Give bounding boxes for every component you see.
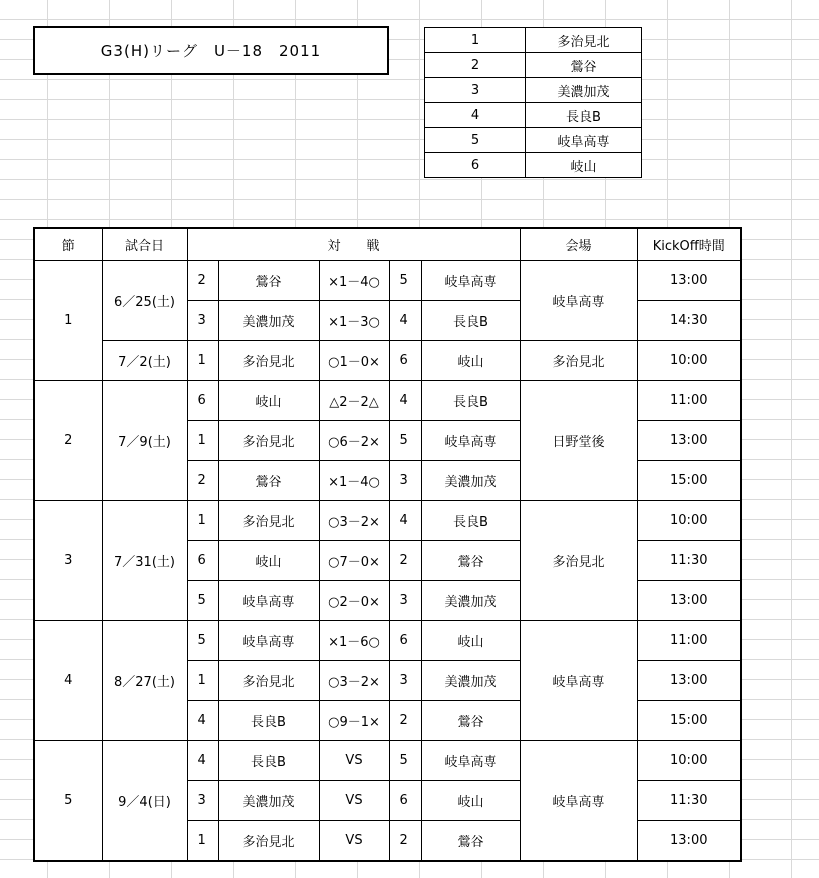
away-team-number: 6	[389, 781, 421, 821]
match-date: 6／25(土)	[102, 261, 187, 341]
match-score: ○6－2×	[319, 421, 389, 461]
venue: 日野堂後	[520, 381, 637, 501]
venue: 多治見北	[520, 501, 637, 621]
kickoff-time: 15:00	[637, 701, 741, 741]
home-team-number: 3	[187, 781, 218, 821]
home-team-number: 6	[187, 541, 218, 581]
header-date: 試合日	[102, 228, 187, 261]
away-team-number: 2	[389, 701, 421, 741]
round-number: 5	[34, 741, 102, 862]
match-row	[34, 261, 741, 301]
home-team-name: 多治見北	[218, 421, 319, 461]
away-team-name: 鶯谷	[421, 541, 520, 581]
team-name: 岐山	[526, 153, 642, 178]
away-team-number: 3	[389, 661, 421, 701]
home-team-name: 美濃加茂	[218, 301, 319, 341]
team-list-table	[424, 27, 642, 178]
away-team-number: 6	[389, 621, 421, 661]
match-date: 7／9(土)	[102, 381, 187, 501]
team-number: 6	[425, 153, 526, 178]
away-team-number: 5	[389, 261, 421, 301]
team-row	[425, 153, 642, 178]
home-team-number: 5	[187, 581, 218, 621]
home-team-name: 多治見北	[218, 821, 319, 862]
kickoff-time: 13:00	[637, 821, 741, 862]
team-list-body	[425, 28, 642, 178]
match-score: ○7－0×	[319, 541, 389, 581]
home-team-name: 長良B	[218, 701, 319, 741]
match-date: 7／2(土)	[102, 341, 187, 381]
team-name: 美濃加茂	[526, 78, 642, 103]
schedule-body	[34, 261, 741, 862]
away-team-number: 5	[389, 421, 421, 461]
home-team-number: 1	[187, 421, 218, 461]
away-team-name: 美濃加茂	[421, 661, 520, 701]
away-team-number: 3	[389, 461, 421, 501]
kickoff-time: 14:30	[637, 301, 741, 341]
match-score: ×1－4○	[319, 461, 389, 501]
match-row	[34, 341, 741, 381]
match-date: 9／4(日)	[102, 741, 187, 862]
team-name: 長良B	[526, 103, 642, 128]
away-team-name: 美濃加茂	[421, 461, 520, 501]
home-team-number: 6	[187, 381, 218, 421]
home-team-number: 4	[187, 701, 218, 741]
home-team-number: 5	[187, 621, 218, 661]
team-number: 5	[425, 128, 526, 153]
home-team-number: 2	[187, 461, 218, 501]
match-score: ○3－2×	[319, 501, 389, 541]
away-team-name: 岐山	[421, 621, 520, 661]
schedule-header-row	[34, 228, 741, 261]
round-number: 4	[34, 621, 102, 741]
header-kickoff: KickOff時間	[637, 228, 741, 261]
match-score: ○2－0×	[319, 581, 389, 621]
match-row	[34, 381, 741, 421]
kickoff-time: 13:00	[637, 661, 741, 701]
kickoff-time: 11:30	[637, 541, 741, 581]
away-team-number: 6	[389, 341, 421, 381]
league-title: G3(H)リーグ U－18 2011	[33, 26, 389, 75]
team-row	[425, 128, 642, 153]
away-team-name: 鶯谷	[421, 701, 520, 741]
home-team-number: 1	[187, 661, 218, 701]
team-number: 2	[425, 53, 526, 78]
match-date: 8／27(土)	[102, 621, 187, 741]
round-number: 2	[34, 381, 102, 501]
team-number: 4	[425, 103, 526, 128]
kickoff-time: 10:00	[637, 501, 741, 541]
away-team-number: 2	[389, 821, 421, 862]
away-team-number: 4	[389, 501, 421, 541]
header-venue: 会場	[520, 228, 637, 261]
team-number: 3	[425, 78, 526, 103]
home-team-name: 岐山	[218, 541, 319, 581]
home-team-name: 多治見北	[218, 341, 319, 381]
round-number: 1	[34, 261, 102, 381]
home-team-name: 岐阜高専	[218, 621, 319, 661]
match-row	[34, 501, 741, 541]
team-name: 岐阜高専	[526, 128, 642, 153]
away-team-number: 4	[389, 301, 421, 341]
home-team-name: 美濃加茂	[218, 781, 319, 821]
away-team-name: 岐山	[421, 781, 520, 821]
match-row	[34, 621, 741, 661]
match-score: ×1－4○	[319, 261, 389, 301]
match-score: VS	[319, 741, 389, 781]
match-score: VS	[319, 781, 389, 821]
round-number: 3	[34, 501, 102, 621]
match-score: ×1－6○	[319, 621, 389, 661]
kickoff-time: 15:00	[637, 461, 741, 501]
kickoff-time: 11:30	[637, 781, 741, 821]
match-score: △2－2△	[319, 381, 389, 421]
home-team-number: 4	[187, 741, 218, 781]
away-team-number: 2	[389, 541, 421, 581]
team-name: 多治見北	[526, 28, 642, 53]
match-score: ×1－3○	[319, 301, 389, 341]
kickoff-time: 13:00	[637, 261, 741, 301]
away-team-name: 鶯谷	[421, 821, 520, 862]
team-row	[425, 78, 642, 103]
venue: 岐阜高専	[520, 741, 637, 862]
team-row	[425, 103, 642, 128]
kickoff-time: 13:00	[637, 581, 741, 621]
away-team-name: 美濃加茂	[421, 581, 520, 621]
home-team-number: 3	[187, 301, 218, 341]
match-date: 7／31(土)	[102, 501, 187, 621]
away-team-name: 長良B	[421, 301, 520, 341]
kickoff-time: 13:00	[637, 421, 741, 461]
home-team-name: 岐山	[218, 381, 319, 421]
header-match: 対 戦	[187, 228, 520, 261]
team-row	[425, 28, 642, 53]
home-team-number: 1	[187, 501, 218, 541]
header-round: 節	[34, 228, 102, 261]
home-team-number: 2	[187, 261, 218, 301]
away-team-number: 3	[389, 581, 421, 621]
match-score: ○9－1×	[319, 701, 389, 741]
away-team-number: 4	[389, 381, 421, 421]
away-team-name: 岐阜高専	[421, 741, 520, 781]
team-row	[425, 53, 642, 78]
match-row	[34, 741, 741, 781]
home-team-name: 長良B	[218, 741, 319, 781]
venue: 岐阜高専	[520, 621, 637, 741]
home-team-name: 鶯谷	[218, 461, 319, 501]
away-team-name: 長良B	[421, 381, 520, 421]
match-score: ○1－0×	[319, 341, 389, 381]
away-team-name: 岐阜高専	[421, 261, 520, 301]
kickoff-time: 11:00	[637, 381, 741, 421]
match-score: ○3－2×	[319, 661, 389, 701]
home-team-number: 1	[187, 821, 218, 862]
home-team-number: 1	[187, 341, 218, 381]
team-number: 1	[425, 28, 526, 53]
match-score: VS	[319, 821, 389, 862]
schedule-table	[33, 227, 742, 862]
away-team-number: 5	[389, 741, 421, 781]
kickoff-time: 11:00	[637, 621, 741, 661]
venue: 多治見北	[520, 341, 637, 381]
kickoff-time: 10:00	[637, 741, 741, 781]
home-team-name: 鶯谷	[218, 261, 319, 301]
kickoff-time: 10:00	[637, 341, 741, 381]
away-team-name: 岐阜高専	[421, 421, 520, 461]
home-team-name: 多治見北	[218, 661, 319, 701]
away-team-name: 長良B	[421, 501, 520, 541]
home-team-name: 多治見北	[218, 501, 319, 541]
away-team-name: 岐山	[421, 341, 520, 381]
venue: 岐阜高専	[520, 261, 637, 341]
home-team-name: 岐阜高専	[218, 581, 319, 621]
team-name: 鶯谷	[526, 53, 642, 78]
